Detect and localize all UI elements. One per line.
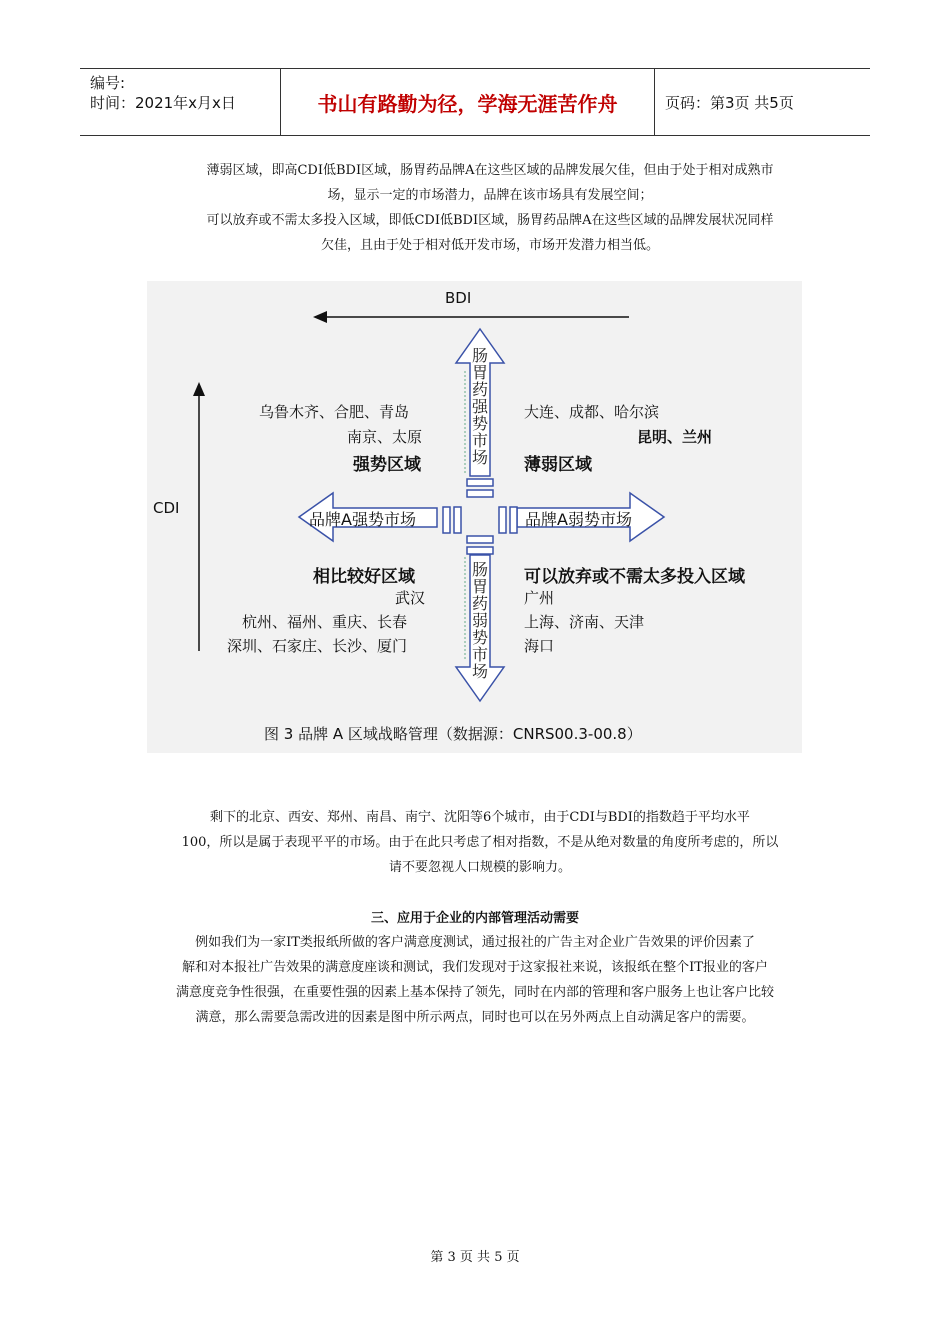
intro-line: 薄弱区域，即高CDI低BDI区域，肠胃药品牌A在这些区域的品牌发展欠佳，但由于处于相对成熟市 <box>206 163 774 178</box>
q3-cities-line: 杭州、福州、重庆、长春 <box>242 613 408 631</box>
intro-paragraph <box>140 158 840 258</box>
right-arrow-text: 品牌A弱势市场 <box>525 510 632 529</box>
intro-line: 欠佳，且由于处于相对低开发市场，市场开发潜力相当低。 <box>320 238 659 253</box>
figure-caption: 图 3 品牌 A 区域战略管理（数据源：CNRS00.3-00.8） <box>264 725 642 743</box>
bdi-axis-arrow <box>313 311 629 323</box>
q3-title: 相比较好区域 <box>313 567 415 587</box>
q2-cities-line: 昆明、兰州 <box>637 428 713 446</box>
q4-title: 可以放弃或不需太多投入区域 <box>524 567 745 587</box>
q3-cities-line: 武汉 <box>395 589 426 607</box>
center-connectors <box>443 479 517 554</box>
q3-cities-line: 深圳、石家庄、长沙、厦门 <box>227 637 408 655</box>
section-line: 例如我们为一家IT类报纸所做的客户满意度测试，通过报社的广告主对企业广告效果的评价因素了 <box>195 935 755 950</box>
q4-cities-line: 广州 <box>524 589 555 607</box>
time-label: 时间：2021年x月x日 <box>90 94 236 112</box>
intro-line: 场，显示一定的市场潜力，品牌在该市场具有发展空间； <box>327 188 653 203</box>
cdi-axis-arrow <box>193 382 205 651</box>
q4-cities-line: 上海、济南、天津 <box>524 613 645 631</box>
strategy-figure <box>147 281 802 753</box>
header-page-label: 页码：第3页 共5页 <box>665 93 794 112</box>
body-line: 剩下的北京、西安、郑州、南昌、南宁、沈阳等6个城市，由于CDI与BDI的指数趋于平均水平 <box>210 810 750 825</box>
left-arrow-text: 品牌A强势市场 <box>309 510 416 529</box>
q1-cities-line: 南京、太原 <box>347 428 423 446</box>
body-line: 请不要忽视人口规模的影响力。 <box>388 860 571 875</box>
section-line: 解和对本报社广告效果的满意度座谈和测试，我们发现对于这家报社来说，该报纸在整个IT报业的客户 <box>182 960 768 975</box>
intro-line: 可以放弃或不需太多投入区域，即低CDI低BDI区域，肠胃药品牌A在这些区域的品牌发展状况同样 <box>206 213 774 228</box>
cdi-label: CDI <box>153 499 180 517</box>
page-footer: 第 3 页 共 5 页 <box>430 1250 520 1265</box>
header-meta-cell <box>80 69 280 135</box>
section-title: 三、应用于企业的内部管理活动需要 <box>370 911 579 926</box>
q2-cities-line: 大连、成都、哈尔滨 <box>524 403 660 421</box>
number-label: 编号: <box>90 74 126 92</box>
q2-title: 薄弱区域 <box>524 455 592 475</box>
q1-title: 强势区域 <box>353 455 421 475</box>
top-arrow-text: 肠胃药强势市场 <box>471 346 488 467</box>
body-line: 100，所以是属于表现平平的市场。由于在此只考虑了相对指数，不是从绝对数量的角度所考虑的，所以 <box>181 835 779 850</box>
bdi-label: BDI <box>445 289 472 307</box>
body-paragraph <box>140 805 820 880</box>
section-paragraph <box>120 930 830 1030</box>
page-header <box>80 68 870 136</box>
bottom-arrow-text: 肠胃药弱势市场 <box>471 560 488 681</box>
section-line: 满意度竞争性很强，在重要性强的因素上基本保持了领先，同时在内部的管理和客户服务上也让客户比较 <box>175 985 774 1000</box>
header-motto: 书山有路勤为径，学海无涯苦作舟 <box>280 69 655 135</box>
q1-cities-line: 乌鲁木齐、合肥、青岛 <box>259 403 410 421</box>
q4-cities-line: 海口 <box>524 637 555 655</box>
section-line: 满意，那么需要急需改进的因素是图中所示两点，同时也可以在另外两点上自动满足客户的需要。 <box>195 1010 755 1025</box>
